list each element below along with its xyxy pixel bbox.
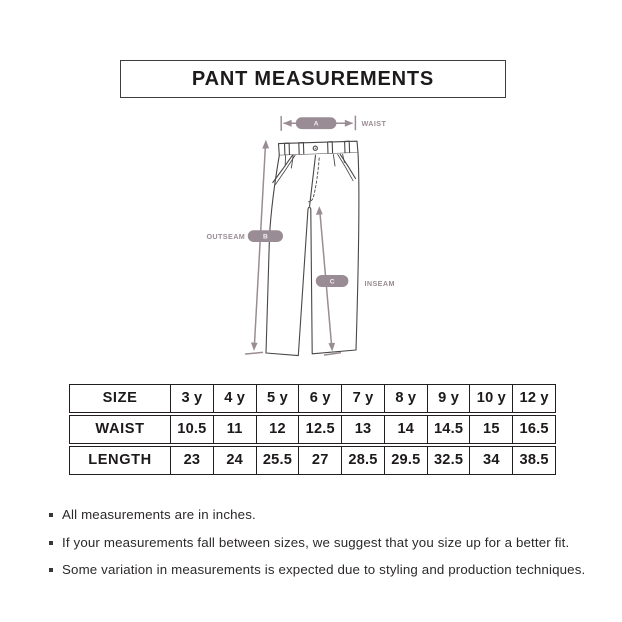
table-cell: 8 y	[384, 385, 427, 412]
table-cell: 29.5	[384, 447, 427, 474]
pill-c-letter: C	[329, 278, 335, 286]
table-cell: 12.5	[298, 416, 341, 443]
pant-diagram	[195, 106, 435, 378]
pants-illustration	[266, 141, 359, 355]
bullet-icon	[49, 568, 53, 572]
table-cell: 9 y	[427, 385, 470, 412]
table-row-length	[69, 446, 556, 475]
table-cell: 10 y	[469, 385, 512, 412]
table-cell: 13	[341, 416, 384, 443]
table-cell: 7 y	[341, 385, 384, 412]
table-cell: 34	[469, 447, 512, 474]
table-cell: 12	[256, 416, 299, 443]
table-cell: 23	[170, 447, 213, 474]
inseam-label: INSEAM	[364, 279, 395, 289]
table-row-waist	[69, 415, 556, 444]
bullet-icon	[49, 513, 53, 517]
table-row-header: LENGTH	[88, 452, 152, 469]
outseam-label: OUTSEAM	[206, 231, 246, 241]
pill-a-letter: A	[313, 120, 319, 128]
table-row-header: SIZE	[102, 390, 138, 407]
table-cell: 14.5	[427, 416, 470, 443]
note-item	[49, 535, 585, 551]
note-text: All measurements are in inches.	[62, 507, 256, 522]
table-cell: 3 y	[170, 385, 213, 412]
bullet-icon	[49, 541, 53, 545]
table-cell: 28.5	[341, 447, 384, 474]
page-title: PANT MEASUREMENTS	[191, 67, 435, 90]
waist-label: WAIST	[361, 118, 387, 128]
pant-button-dot	[315, 148, 316, 149]
table-cell: 16.5	[512, 416, 555, 443]
table-cell: 6 y	[298, 385, 341, 412]
table-cell: 12 y	[512, 385, 555, 412]
table-cell: 5 y	[256, 385, 299, 412]
title-box	[120, 60, 506, 98]
footnotes	[49, 507, 585, 590]
note-item	[49, 507, 585, 523]
table-cell: 32.5	[427, 447, 470, 474]
table-cell: 14	[384, 416, 427, 443]
pill-b-letter: B	[263, 233, 268, 241]
table-cell: 24	[213, 447, 256, 474]
outseam-arrow	[246, 140, 270, 354]
table-cell: 38.5	[512, 447, 555, 474]
table-cell: 25.5	[256, 447, 299, 474]
note-text: Some variation in measurements is expected due to styling and production techniques.	[62, 562, 586, 577]
note-text: If your measurements fall between sizes, we suggest that you size up for a better fit.	[62, 534, 570, 550]
table-cell: 4 y	[213, 385, 256, 412]
table-row-size	[69, 384, 556, 413]
table-cell: 27	[298, 447, 341, 474]
note-item	[49, 562, 585, 578]
table-cell: 11	[213, 416, 256, 443]
table-cell: 10.5	[170, 416, 213, 443]
table-row-header: WAIST	[95, 421, 145, 438]
size-table	[69, 384, 556, 477]
table-cell: 15	[469, 416, 512, 443]
